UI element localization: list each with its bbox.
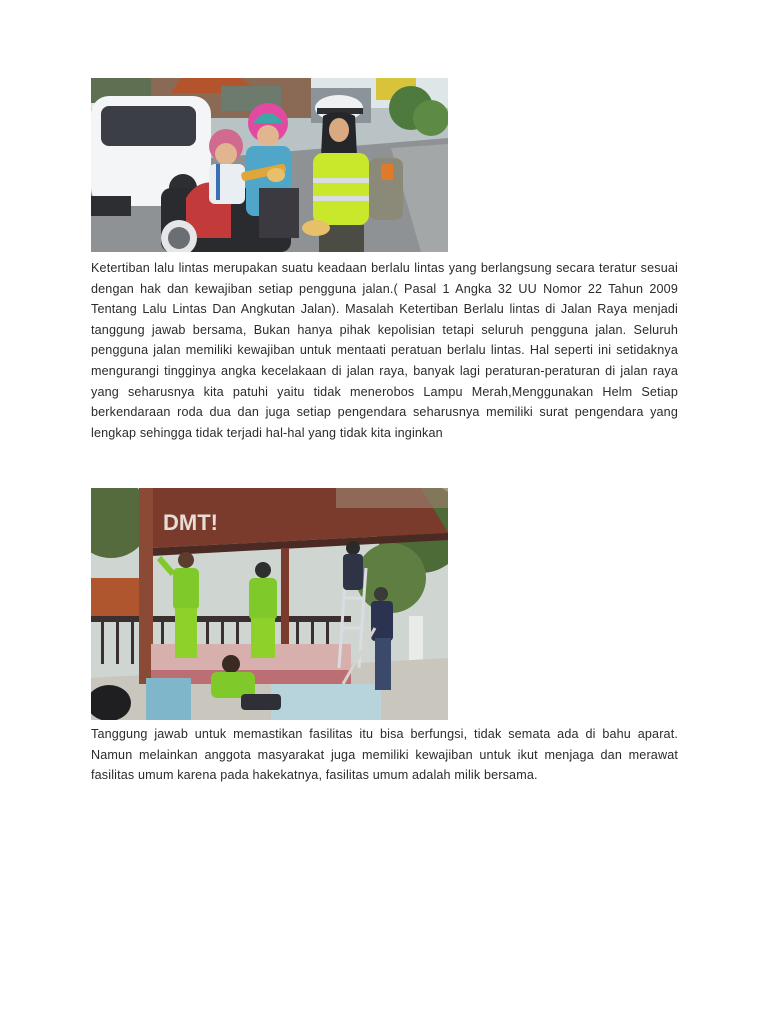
- public-facilities-paragraph: Tanggung jawab untuk memastikan fasilitas itu bisa berfungsi, tidak semata ada di bahu aparat. Namun melainkan anggota masyarakat juga memiliki kewajiban untuk ikut menjaga dan merawat fasilitas umum karena pada hakekatnya, fasilitas umum adalah milik bersama.: [91, 727, 678, 783]
- graffiti-text: DMT!: [163, 510, 218, 535]
- traffic-police-photo: [91, 78, 448, 252]
- traffic-order-paragraph: Ketertiban lalu lintas merupakan suatu keadaan berlalu lintas yang berlangsung secara teratur sesuai dengan hak dan kewajiban setiap pengguna jalan.( Pasal 1 Angka 32 UU Nomor 22 Tahun 2009 Tentang Lalu Lintas Dan Angkutan Jalan). Masalah Ketertiban Berlalu lintas di Jalan Raya menjadi tanggung jawab bersama, Bukan hanya pihak kepolisian tetapi seluruh pengguna jalan. Seluruh pengguna jalan memiliki kewajiban untuk mentaati peratuan berlalu lintas. Hal seperti ini setidaknya mengurangi tingginya angka kecelakaan di jalan raya, banyak lagi peraturan-peraturan di jalan raya yang seharusnya kita patuhi yaitu tidak menerobos Lampu Merah,Menggunakan Helm Setiap berkendaraan roda dua dan juga setiap pengendara seharusnya memiliki surat pengendara yang lengkap sehingga tidak terjadi hal-hal yang tidak kita inginkan: [91, 261, 678, 440]
- bus-shelter-cleanup-photo: [91, 488, 448, 720]
